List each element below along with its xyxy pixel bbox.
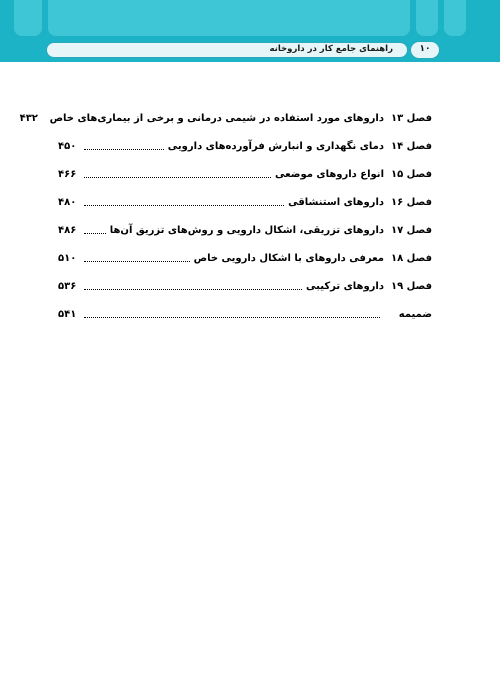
page-number: ۱۰ [410,41,440,59]
toc-chapter: ضمیمه [398,309,432,320]
toc-page: ۴۶۶ [58,169,77,180]
toc-entry[interactable] [58,208,432,236]
header-tab [48,0,410,36]
toc-title: انواع داروهای موضعی [275,169,384,180]
toc-entry[interactable] [58,124,432,152]
table-of-contents [19,96,432,320]
toc-chapter: فصل ۱۶ [390,197,432,208]
dot-leader [84,288,302,290]
book-title: راهنمای جامع کار در داروخانه [269,44,393,54]
toc-entry[interactable] [19,96,432,124]
toc-chapter: فصل ۱۳ [390,113,432,124]
toc-page: ۵۱۰ [58,253,77,264]
toc-chapter: فصل ۱۷ [390,225,432,236]
dot-leader [84,232,106,234]
dot-leader [84,260,190,262]
toc-chapter: فصل ۱۴ [390,141,432,152]
toc-page: ۴۸۰ [58,197,77,208]
toc-title: داروهای مورد استفاده در شیمی درمانی و برخی از بیماری‌های خاص [49,113,384,124]
toc-entry[interactable] [58,292,432,320]
toc-page: ۵۳۶ [58,281,77,292]
toc-title: داروهای استنشاقی [288,197,384,208]
dot-leader [84,204,284,206]
running-header [46,42,408,58]
header-tab [444,0,466,36]
toc-title: دمای نگهداری و انبارش فرآورده‌های دارویی [167,141,384,152]
toc-page: ۴۵۰ [58,141,77,152]
toc-entry[interactable] [58,180,432,208]
dot-leader [84,316,380,318]
toc-page: ۵۴۱ [58,309,77,320]
dot-leader [84,148,164,150]
toc-title: داروهای تزریقی، اشکال دارویی و روش‌های تزریق آن‌ها [109,225,384,236]
toc-chapter: فصل ۱۹ [390,281,432,292]
toc-chapter: فصل ۱۵ [390,169,432,180]
header-tab [416,0,438,36]
toc-page: ۴۳۲ [19,113,38,124]
toc-page: ۴۸۶ [58,225,77,236]
toc-chapter: فصل ۱۸ [390,253,432,264]
toc-entry[interactable] [58,264,432,292]
toc-title: داروهای ترکیبی [306,281,384,292]
toc-title: معرفی داروهای با اشکال دارویی خاص [193,253,384,264]
toc-entry[interactable] [58,236,432,264]
header-tab [14,0,42,36]
toc-entry[interactable] [58,152,432,180]
dot-leader [84,176,271,178]
